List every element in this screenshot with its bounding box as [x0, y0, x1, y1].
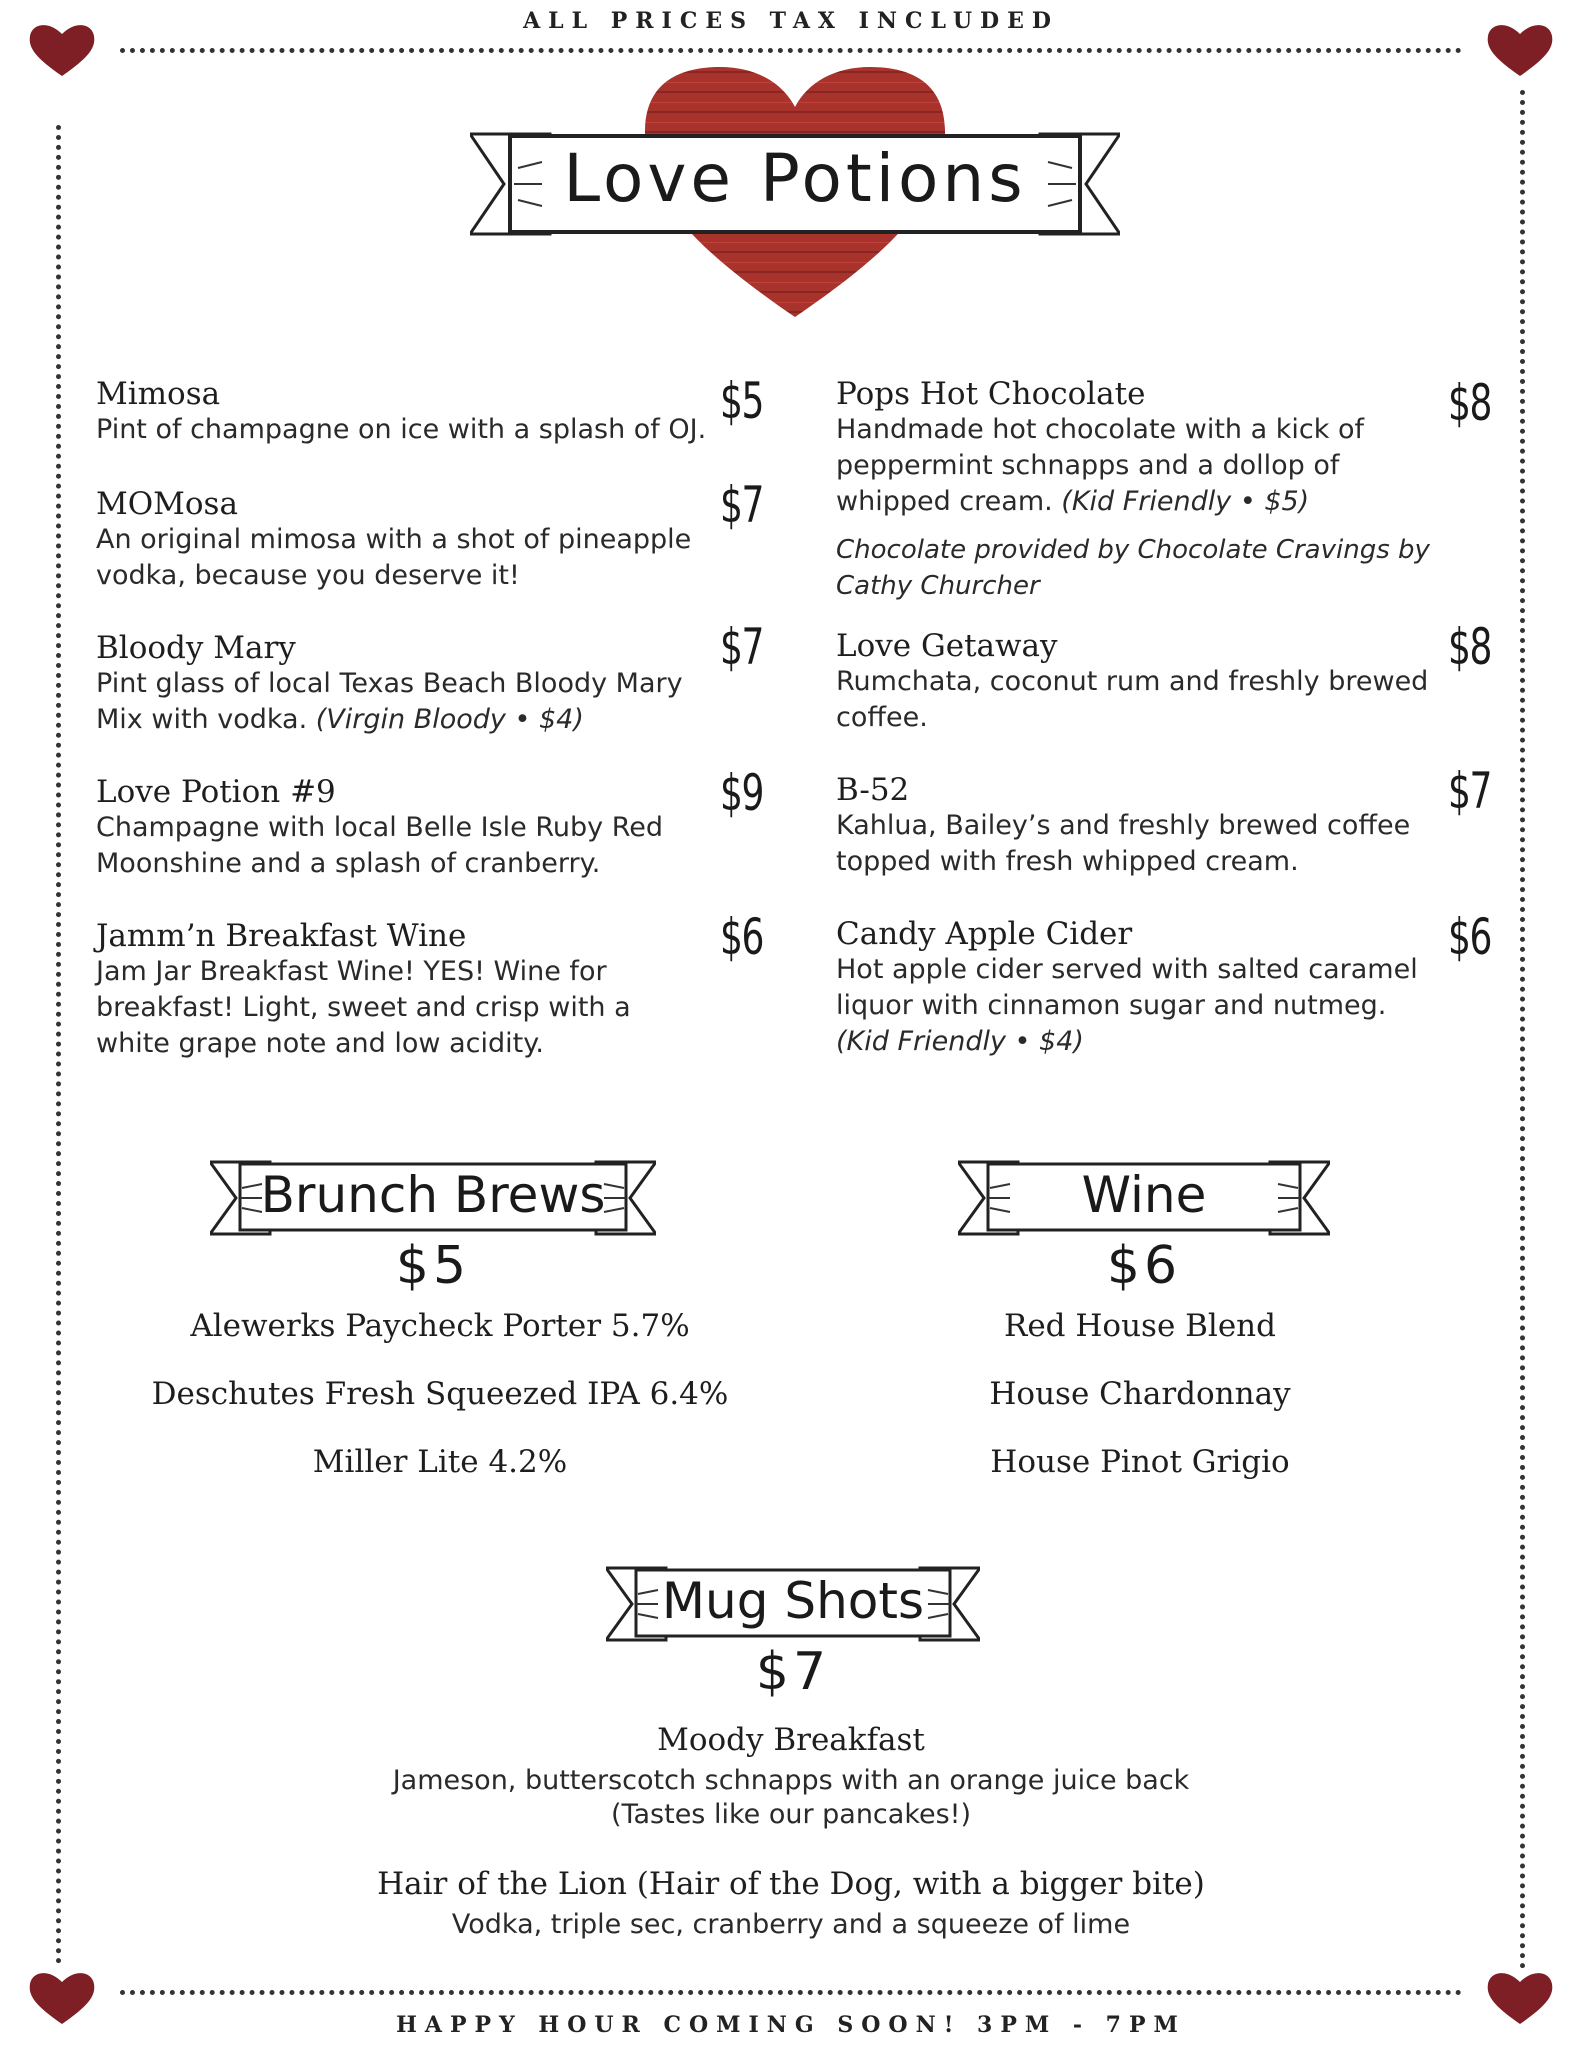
mug-shots-title: Mug Shots: [661, 1572, 925, 1630]
item-description: An original mimosa with a shot of pineapple vodka, because you deserve it!: [96, 524, 692, 591]
item-description: Champagne with local Belle Isle Ruby Red Moonshine and a splash of cranberry.: [96, 812, 664, 879]
bottom-dotted-border: [120, 1990, 1462, 1995]
list-item-name: Moody Breakfast: [657, 1722, 925, 1758]
item-name: Jamm’n Breakfast Wine: [96, 918, 467, 954]
item-name: B-52: [836, 772, 910, 808]
heart-icon: [26, 1968, 98, 2028]
menu-item: [96, 486, 696, 594]
list-item-description: (Tastes like our pancakes!): [610, 1799, 972, 1830]
heart-icon: [1484, 1968, 1556, 2028]
brunch-brews-title: Brunch Brews: [260, 1166, 606, 1224]
menu-item: [96, 630, 696, 738]
menu-item: [96, 774, 696, 882]
wine-title: Wine: [1081, 1166, 1207, 1224]
item-description: Pint of champagne on ice with a splash of OJ.: [96, 414, 707, 445]
item-name: Love Potion #9: [96, 774, 336, 810]
item-name: Pops Hot Chocolate: [836, 376, 1146, 412]
item-price: $7: [720, 476, 763, 534]
bottom-notice: HAPPY HOUR COMING SOON! 3PM - 7PM: [396, 2012, 1186, 2038]
item-credit: Chocolate provided by Chocolate Cravings by Cathy Churcher: [836, 535, 1430, 601]
list-item: Red House Blend: [1003, 1308, 1276, 1344]
top-notice: ALL PRICES TAX INCLUDED: [523, 8, 1059, 34]
top-dotted-border: [120, 48, 1462, 53]
list-item: House Pinot Grigio: [990, 1444, 1290, 1480]
menu-item: [836, 628, 1436, 736]
brunch-brews-price: $5: [395, 1236, 471, 1296]
item-description: Rumchata, coconut rum and freshly brewed coffee.: [836, 666, 1429, 733]
wine-price: $6: [1106, 1236, 1182, 1296]
item-description: Handmade hot chocolate with a kick of peppermint schnapps and a dollop of whipped cream.: [836, 414, 1364, 517]
list-item: Alewerks Paycheck Porter 5.7%: [190, 1308, 690, 1344]
list-item-description: Jameson, butterscotch schnapps with an orange juice back: [392, 1765, 1190, 1796]
menu-item: [836, 772, 1436, 880]
menu-title: Love Potions: [563, 140, 1027, 217]
menu-item: [96, 918, 706, 1062]
heart-icon: [1484, 20, 1556, 80]
menu-item: [96, 376, 736, 448]
item-price: $8: [1448, 618, 1491, 676]
list-item: Deschutes Fresh Squeezed IPA 6.4%: [151, 1376, 729, 1412]
left-dotted-border: [56, 125, 61, 1965]
item-description: Hot apple cider served with salted caramel liquor with cinnamon sugar and nutmeg.: [836, 954, 1418, 1021]
item-name: MOMosa: [96, 486, 238, 522]
mug-shots-price: $7: [755, 1642, 831, 1702]
item-price: $5: [720, 372, 763, 430]
item-description: Kahlua, Bailey’s and freshly brewed coffee topped with fresh whipped cream.: [836, 810, 1411, 877]
item-price: $7: [1448, 762, 1491, 820]
item-name: Love Getaway: [836, 628, 1058, 664]
item-price: $8: [1448, 374, 1491, 432]
list-item: House Chardonnay: [989, 1376, 1291, 1412]
item-description: Jam Jar Breakfast Wine! YES! Wine for breakfast! Light, sweet and crisp with a white grape note and low acidity.: [96, 956, 631, 1059]
list-item-name: Hair of the Lion (Hair of the Dog, with a bigger bite): [377, 1866, 1205, 1902]
item-note: (Kid Friendly • $4): [836, 1026, 1084, 1057]
item-name: Mimosa: [96, 376, 221, 412]
item-name: Bloody Mary: [96, 630, 296, 666]
item-note: (Virgin Bloody • $4): [315, 704, 584, 735]
item-note: (Kid Friendly • $5): [1061, 486, 1310, 517]
list-item: Miller Lite 4.2%: [312, 1444, 568, 1480]
item-description: Pint glass of local Texas Beach Bloody Mary Mix with vodka.: [96, 668, 683, 735]
item-price: $6: [720, 908, 763, 966]
item-price: $7: [720, 618, 763, 676]
list-item-description: Vodka, triple sec, cranberry and a squeeze of lime: [451, 1909, 1131, 1940]
item-name: Candy Apple Cider: [836, 916, 1133, 952]
menu-item: [836, 916, 1436, 1060]
right-dotted-border: [1520, 90, 1525, 1970]
item-price: $9: [720, 764, 763, 822]
item-price: $6: [1448, 908, 1491, 966]
menu-item: [836, 376, 1436, 604]
heart-icon: [26, 20, 98, 80]
